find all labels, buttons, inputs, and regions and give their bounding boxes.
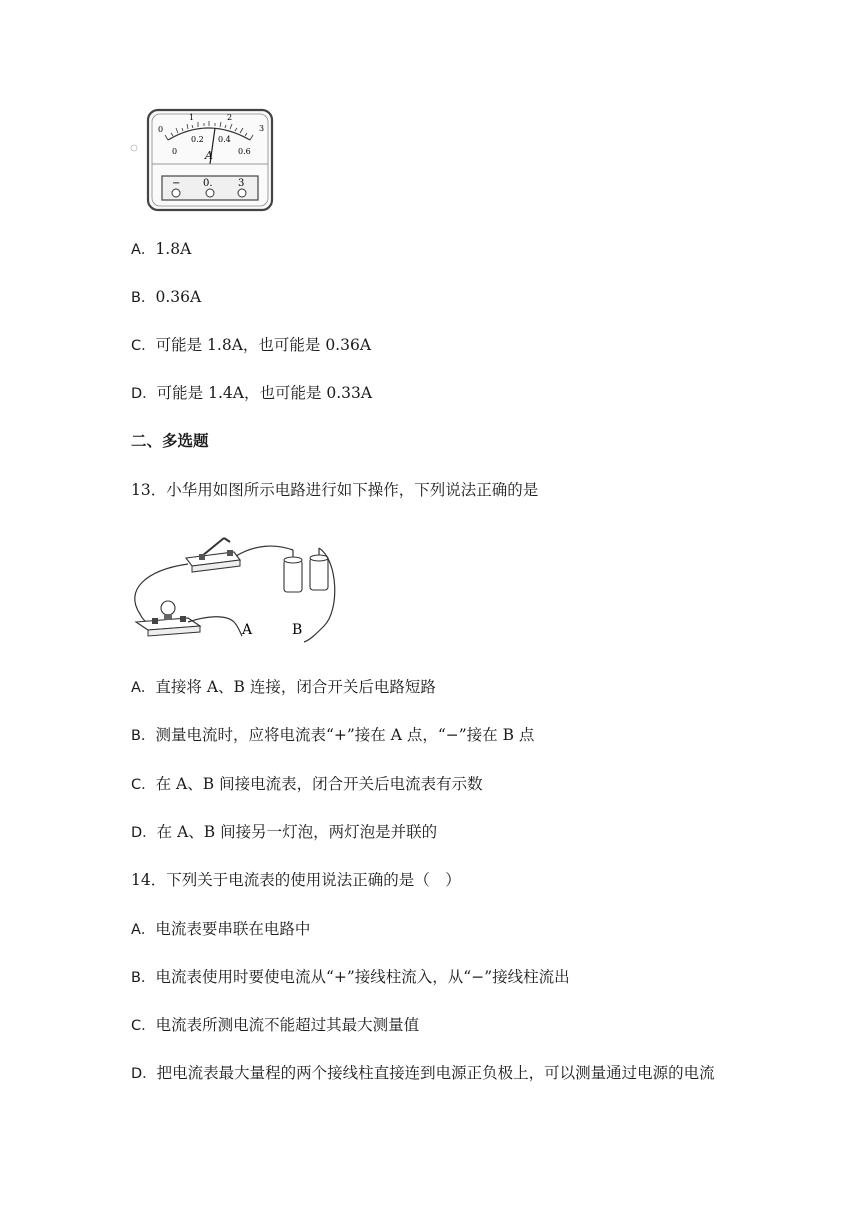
q12-option-d — [131, 382, 372, 405]
option-letter: D． — [131, 1066, 157, 1082]
q13-stem: 13．小华用如图所示电路进行如下操作，下列说法正确的是 — [131, 481, 539, 499]
q12-option-a — [131, 238, 191, 261]
option-text: 在 A、B 间接电流表，闭合开关后电流表有示数 — [155, 775, 483, 793]
circuit-figure — [126, 530, 346, 650]
scale-top-3: 3 — [259, 124, 265, 133]
q12-option-b — [131, 286, 201, 309]
scale-top-1: 1 — [189, 113, 195, 122]
option-text: 测量电流时，应将电流表“+”接在 A 点，“−”接在 B 点 — [155, 726, 535, 744]
option-letter: C． — [131, 777, 156, 793]
option-letter: D． — [131, 825, 157, 841]
label-b: B — [292, 622, 303, 638]
option-letter: A． — [131, 922, 156, 938]
scale-bottom-0: 0 — [172, 147, 178, 156]
terminal-3-label: 3 — [238, 178, 245, 189]
option-letter: C． — [131, 1018, 156, 1034]
option-text: 1.8A — [155, 240, 192, 258]
q13-option-d — [131, 821, 437, 844]
option-text: 把电流表最大量程的两个接线柱直接连到电源正负极上，可以测量通过电源的电流 — [156, 1064, 715, 1082]
option-letter: A． — [131, 680, 156, 696]
option-text: 可能是 1.4A，也可能是 0.33A — [156, 384, 373, 402]
q13-option-c — [131, 773, 483, 796]
q14-stem: 14．下列关于电流表的使用说法正确的是（ ） — [131, 871, 461, 889]
option-letter: B． — [131, 970, 156, 986]
q13-option-b — [131, 724, 534, 747]
section-heading: 二、多选题 — [131, 432, 209, 450]
option-text: 电流表要串联在电路中 — [155, 920, 311, 938]
option-text: 0.36A — [155, 288, 202, 306]
q12-option-c — [131, 334, 371, 357]
circuit-illustration — [126, 530, 346, 650]
option-text: 电流表使用时要使电流从“+”接线柱流入，从“−”接线柱流出 — [155, 968, 570, 986]
scale-top-2: 2 — [227, 113, 233, 122]
option-text: 电流表所测电流不能超过其最大测量值 — [155, 1016, 420, 1034]
option-letter: A． — [131, 242, 156, 258]
terminal-neg-label: − — [172, 178, 181, 189]
q14-option-a — [131, 918, 310, 941]
ammeter-figure — [128, 108, 278, 214]
q13-option-a — [131, 676, 436, 699]
scale-bottom-0.2: 0.2 — [191, 135, 204, 144]
option-text: 在 A、B 间接另一灯泡，两灯泡是并联的 — [156, 823, 438, 841]
terminal-0.6-label: 0. — [203, 178, 213, 189]
option-letter: D． — [131, 386, 157, 402]
q14-option-b — [131, 966, 570, 989]
scale-bottom-0.4: 0.4 — [218, 135, 231, 144]
option-text: 可能是 1.8A，也可能是 0.36A — [155, 336, 372, 354]
scale-bottom-0.6: 0.6 — [238, 147, 251, 156]
option-letter: B． — [131, 728, 156, 744]
option-letter: C． — [131, 338, 156, 354]
option-letter: B． — [131, 290, 156, 306]
ammeter-illustration — [128, 108, 278, 214]
q14-option-c — [131, 1014, 419, 1037]
scale-top-0: 0 — [158, 125, 164, 134]
unit-label: A — [205, 149, 213, 162]
q14-option-d — [131, 1062, 715, 1085]
option-text: 直接将 A、B 连接，闭合开关后电路短路 — [155, 678, 436, 696]
label-a: A — [242, 622, 253, 638]
